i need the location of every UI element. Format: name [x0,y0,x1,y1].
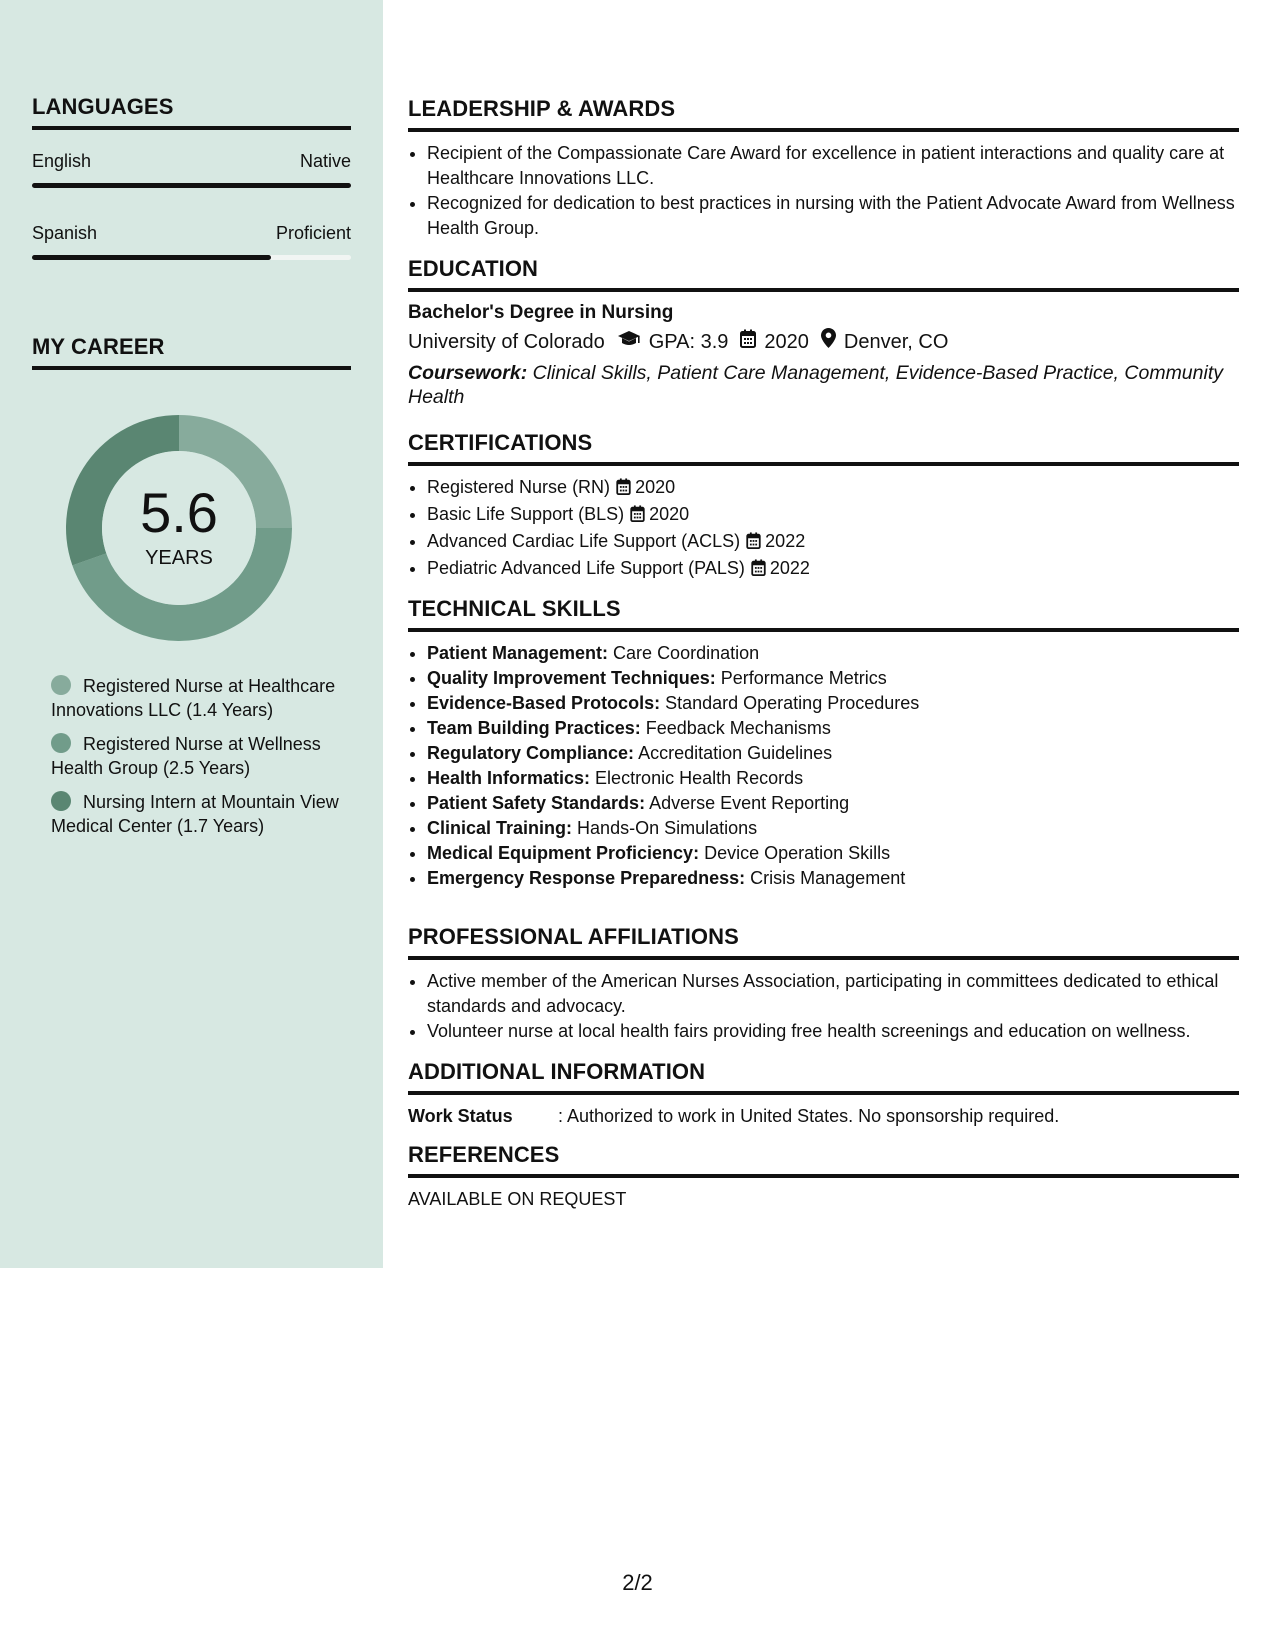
legend-dot [51,791,71,811]
language-item [32,222,351,260]
list-item [427,741,1239,766]
list-item [427,841,1239,866]
education-year: 2020 [764,331,809,353]
language-bar-fill [32,183,351,188]
skill-name: Clinical Training: [427,818,573,838]
list-item [427,556,1239,583]
work-status-label: Work Status [408,1106,513,1126]
skill-value: Feedback Mechanisms [645,718,831,738]
language-bar [32,183,351,188]
skills-title: TECHNICAL SKILLS [408,596,1239,632]
skill-value: Device Operation Skills [704,843,891,863]
calendar-icon [630,504,645,529]
skill-value: Accreditation Guidelines [638,743,833,763]
references-text: AVAILABLE ON REQUEST [408,1189,627,1209]
cert-year: 2020 [649,504,690,524]
skill-name: Patient Safety Standards: [427,793,646,813]
skill-name: Health Informatics: [427,768,591,788]
skill-name: Regulatory Compliance: [427,743,635,763]
sidebar [0,0,383,1268]
skill-value: Performance Metrics [720,668,887,688]
calendar-icon [740,328,756,356]
education-school: University of Colorado [408,331,605,353]
cert-year: 2022 [769,558,810,578]
career-years-unit: YEARS [145,547,213,569]
legend-dot [51,675,71,695]
language-bar [32,255,351,260]
skill-value: Adverse Event Reporting [649,793,850,813]
skill-name: Patient Management: [427,643,609,663]
education-gpa: GPA: 3.9 [648,331,729,353]
certifications-section [408,430,1239,583]
location-pin-icon [821,328,836,356]
list-item [427,691,1239,716]
education-meta [408,328,1239,356]
legend-dot [51,733,71,753]
language-name: Spanish [32,223,98,243]
list-item: • Recipient of the Compassionate Care Award for excellence in patient interactions and quality care at Healthcare Innovations LLC. [427,141,1239,191]
cert-year: 2020 [635,477,676,497]
list-item [427,475,1239,502]
cert-name: Pediatric Advanced Life Support (PALS) [427,558,745,578]
skills-list [408,641,1239,891]
list-item [427,791,1239,816]
career-role-label: Nursing Intern at Mountain View Medical Center (1.7 Years) [51,792,339,836]
list-item: • Active member of the American Nurses Association, participating in committees dedicated to ethical standards and advocacy. [427,969,1239,1019]
graduation-cap-icon [617,328,641,356]
list-item [427,816,1239,841]
language-bar-fill [32,255,271,260]
skills-section [408,596,1239,891]
cert-name: Advanced Cardiac Life Support (ACLS) [427,531,741,551]
skill-name: Quality Improvement Techniques: [427,668,716,688]
skill-value: Hands-On Simulations [577,818,758,838]
skill-value: Care Coordination [613,643,760,663]
career-role-label: Registered Nurse at Wellness Health Group (2.5 Years) [51,734,321,778]
affiliations-title: PROFESSIONAL AFFILIATIONS [408,924,1239,960]
cert-year: 2022 [765,531,806,551]
page-number: 2/2 [622,1570,653,1595]
career-legend-item [51,790,341,838]
career-title: MY CAREER [32,334,351,370]
leadership-list [408,141,1239,241]
leadership-title: LEADERSHIP & AWARDS [408,96,1239,132]
language-item [32,150,351,188]
skill-value: Crisis Management [750,868,906,888]
certifications-title: CERTIFICATIONS [408,430,1239,466]
career-legend [51,674,341,848]
certifications-list [408,475,1239,583]
calendar-icon [616,477,631,502]
language-level: Native [299,151,351,171]
additional-section [408,1059,1239,1128]
career-legend-item [51,732,341,780]
list-item [427,716,1239,741]
references-title: REFERENCES [408,1142,1239,1178]
skill-name: Team Building Practices: [427,718,641,738]
list-item [427,766,1239,791]
list-item [427,529,1239,556]
affiliations-section [408,924,1239,1044]
education-location: Denver, CO [843,331,949,353]
leadership-section [408,96,1239,241]
education-section [408,256,1239,409]
skill-name: Medical Equipment Proficiency: [427,843,700,863]
coursework-text: Clinical Skills, Patient Care Management, Evidence-Based Practice, Community Health [408,362,1223,408]
career-role-label: Registered Nurse at Healthcare Innovations LLC (1.4 Years) [51,676,336,720]
education-title: EDUCATION [408,256,1239,292]
skill-value: Electronic Health Records [595,768,804,788]
list-item [427,866,1239,891]
languages-section [32,94,351,260]
references-section [408,1142,1239,1211]
language-level: Proficient [275,223,351,243]
skill-value: Standard Operating Procedures [665,693,920,713]
skill-name: Emergency Response Preparedness: [427,868,746,888]
career-legend-item [51,674,341,722]
work-status-row [408,1104,1239,1128]
career-section [32,334,351,370]
education-degree: Bachelor's Degree in Nursing [408,302,674,323]
list-item [427,641,1239,666]
cert-name: Registered Nurse (RN) [427,477,611,497]
skill-name: Evidence-Based Protocols: [427,693,661,713]
work-status-value: : Authorized to work in United States. No sponsorship required. [558,1106,1060,1126]
language-name: English [32,151,92,171]
career-donut [66,415,292,641]
languages-title: LANGUAGES [32,94,351,130]
coursework-label: Coursework: [408,362,528,384]
affiliations-list [408,969,1239,1044]
calendar-icon [746,531,761,556]
list-item: • Recognized for dedication to best practices in nursing with the Patient Advocate Award from Wellness Health Group. [427,191,1239,241]
calendar-icon [751,558,766,583]
list-item [427,502,1239,529]
list-item: • Volunteer nurse at local health fairs providing free health screenings and education on wellness. [427,1019,1239,1044]
cert-name: Basic Life Support (BLS) [427,504,625,524]
education-coursework [408,361,1239,409]
list-item [427,666,1239,691]
additional-title: ADDITIONAL INFORMATION [408,1059,1239,1095]
career-total-years: 5.6 [140,481,218,544]
